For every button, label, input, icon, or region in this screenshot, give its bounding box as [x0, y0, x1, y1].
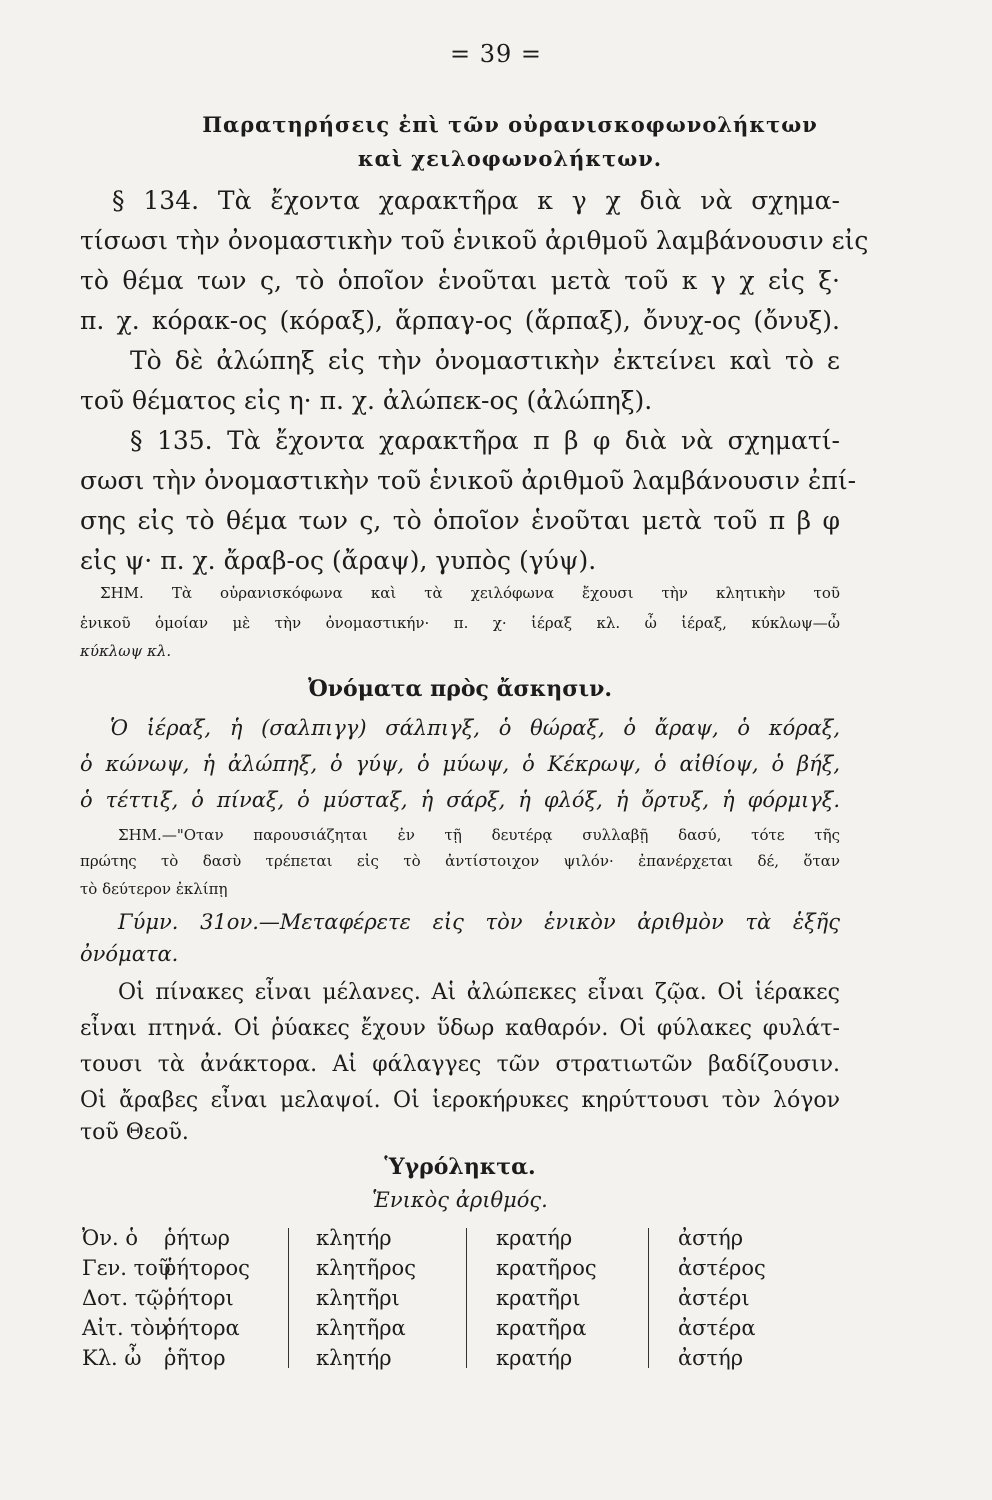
decl-cell: κρατῆρα	[496, 1316, 587, 1340]
sentence-line: Οἱ πίνακες εἶναι μέλανες. Αἱ ἀλώπεκες εἶναι ζῷα. Οἱ ἱέρακες	[118, 980, 840, 1005]
singular-title: Ἑνικὸς ἀριθμός.	[372, 1188, 548, 1212]
page-number: = 39 =	[449, 40, 542, 68]
note-2-line: τὸ δεύτερον ἐκλίπῃ	[80, 880, 228, 898]
decl-cell: ἀστήρ	[678, 1346, 744, 1370]
decl-cell: ἀστήρ	[678, 1226, 744, 1250]
para-134-line: § 134. Τὰ ἔχοντα χαρακτῆρα κ γ χ διὰ νὰ σχημα-	[112, 186, 840, 215]
decl-cell: κλητῆρος	[316, 1256, 416, 1280]
note-2-line: ΣΗΜ.—"Οταν παρουσιάζηται ἐν τῇ δευτέρᾳ συλλαβῇ δασύ, τότε τῆς	[118, 826, 840, 844]
decl-cell: ῥήτορα	[164, 1316, 240, 1340]
decl-cell: ῥῆτορ	[164, 1346, 226, 1370]
para-135-line: § 135. Τὰ ἔχοντα χαρακτῆρα π β φ διὰ νὰ σχηματί-	[130, 426, 840, 455]
decl-cell: ἀστέρι	[678, 1286, 750, 1310]
note-2-line: πρώτης τὸ δασὺ τρέπεται εἰς τὸ ἀντίστοιχον ψιλόν· ἐπανέρχεται δέ, ὅταν	[80, 852, 840, 870]
decl-cell: ἀστέρος	[678, 1256, 766, 1280]
para-134-line: τίσωσι τὴν ὀνομαστικὴν τοῦ ἑνικοῦ ἀριθμοῦ λαμβάνουσιν εἰς	[80, 226, 869, 255]
decl-cell: κρατήρ	[496, 1346, 573, 1370]
decl-cell: κρατῆρος	[496, 1256, 597, 1280]
case-label: Αἰτ. τὸν	[82, 1316, 168, 1340]
case-label: Γεν. τοῦ	[82, 1256, 171, 1280]
para-135-line: σης εἰς τὸ θέμα των ς, τὸ ὁποῖον ἑνοῦται μετὰ τοῦ π β φ	[80, 506, 840, 535]
exercise-line: Ὁ ἱέραξ, ἡ (σαλπιγγ) σάλπιγξ, ὁ θώραξ, ὁ ἄραψ, ὁ κόραξ,	[110, 716, 840, 740]
section-heading-line-1: Παρατηρήσεις ἐπὶ τῶν οὐρανισκοφωνολήκτων	[202, 112, 818, 137]
decl-cell: κρατῆρι	[496, 1286, 581, 1310]
sentence-line: εἶναι πτηνά. Οἱ ῥύακες ἔχουν ὕδωρ καθαρόν. Οἱ φύλακες φυλάτ-	[80, 1016, 840, 1041]
exercise-title: Ὀνόματα πρὸς ἄσκησιν.	[307, 676, 613, 702]
para-134-line: π. χ. κόρακ-ος (κόραξ), ἅρπαγ-ος (ἅρπαξ), ὄνυχ-ος (ὄνυξ).	[80, 306, 840, 335]
para-134-line: Τὸ δὲ ἀλώπηξ εἰς τὴν ὀνομαστικὴν ἐκτείνει καὶ τὸ ε	[130, 346, 840, 375]
decl-cell: ῥήτωρ	[164, 1226, 231, 1250]
para-135-line: σωσι τὴν ὀνομαστικὴν τοῦ ἑνικοῦ ἀριθμοῦ λαμβάνουσιν ἐπί-	[80, 466, 857, 495]
decl-cell: ἀστέρα	[678, 1316, 756, 1340]
para-134-line: τὸ θέμα των ς, τὸ ὁποῖον ἑνοῦται μετὰ τοῦ κ γ χ εἰς ξ·	[80, 266, 840, 295]
case-label: Κλ. ὦ	[82, 1346, 142, 1370]
exercise-line: ὁ τέττιξ, ὁ πίναξ, ὁ μύσταξ, ἡ σάρξ, ἡ φλόξ, ἡ ὄρτυξ, ἡ φόρμιγξ.	[80, 788, 840, 812]
gymnasium-line: ὀνόματα.	[80, 942, 179, 966]
note-1-line: ΣΗΜ. Τὰ οὐρανισκόφωνα καὶ τὰ χειλόφωνα ἔχουσι τὴν κλητικὴν τοῦ	[100, 584, 840, 602]
column-divider	[648, 1228, 649, 1368]
gymnasium-line: Γύμν. 31ον.—Μεταφέρετε εἰς τὸν ἑνικὸν ἀριθμὸν τὰ ἑξῆς	[118, 910, 840, 934]
decl-cell: ῥήτορι	[164, 1286, 234, 1310]
sentence-line: τοῦ Θεοῦ.	[80, 1120, 189, 1145]
decl-cell: ῥήτορος	[164, 1256, 250, 1280]
sentence-line: τουσι τὰ ἀνάκτορα. Αἱ φάλαγγες τῶν στρατιωτῶν βαδίζουσιν.	[80, 1052, 840, 1077]
liquids-title: Ὑγρόληκτα.	[384, 1154, 536, 1180]
column-divider	[288, 1228, 289, 1368]
exercise-line: ὁ κώνωψ, ἡ ἀλώπηξ, ὁ γύψ, ὁ μύωψ, ὁ Κέκρωψ, ὁ αἰθίοψ, ὁ βήξ,	[80, 752, 840, 776]
decl-cell: κλητῆρα	[316, 1316, 406, 1340]
section-heading-line-2: καὶ χειλοφωνολήκτων.	[357, 146, 663, 171]
para-135-line: εἰς ψ· π. χ. ἄραβ-ος (ἄραψ), γυπὸς (γύψ).	[80, 546, 597, 575]
decl-cell: κλητήρ	[316, 1226, 392, 1250]
decl-cell: κρατήρ	[496, 1226, 573, 1250]
decl-cell: κλητῆρι	[316, 1286, 400, 1310]
case-label: Δοτ. τῷ	[82, 1286, 164, 1310]
sentence-line: Οἱ ἄραβες εἶναι μελαψοί. Οἱ ἱεροκήρυκες κηρύττουσι τὸν λόγον	[80, 1088, 840, 1113]
case-label: Ὀν. ὁ	[82, 1226, 138, 1250]
note-1-line: ἑνικοῦ ὁμοίαν μὲ τὴν ὀνομαστικήν· π. χ· ἱέραξ κλ. ὦ ἱέραξ, κύκλωψ—ὦ	[80, 614, 840, 632]
para-134-line: τοῦ θέματος εἰς η· π. χ. ἀλώπεκ-ος (ἀλώπηξ).	[80, 386, 653, 415]
decl-cell: κλητήρ	[316, 1346, 392, 1370]
note-1-line: κύκλωψ κλ.	[80, 642, 172, 660]
column-divider	[466, 1228, 467, 1368]
